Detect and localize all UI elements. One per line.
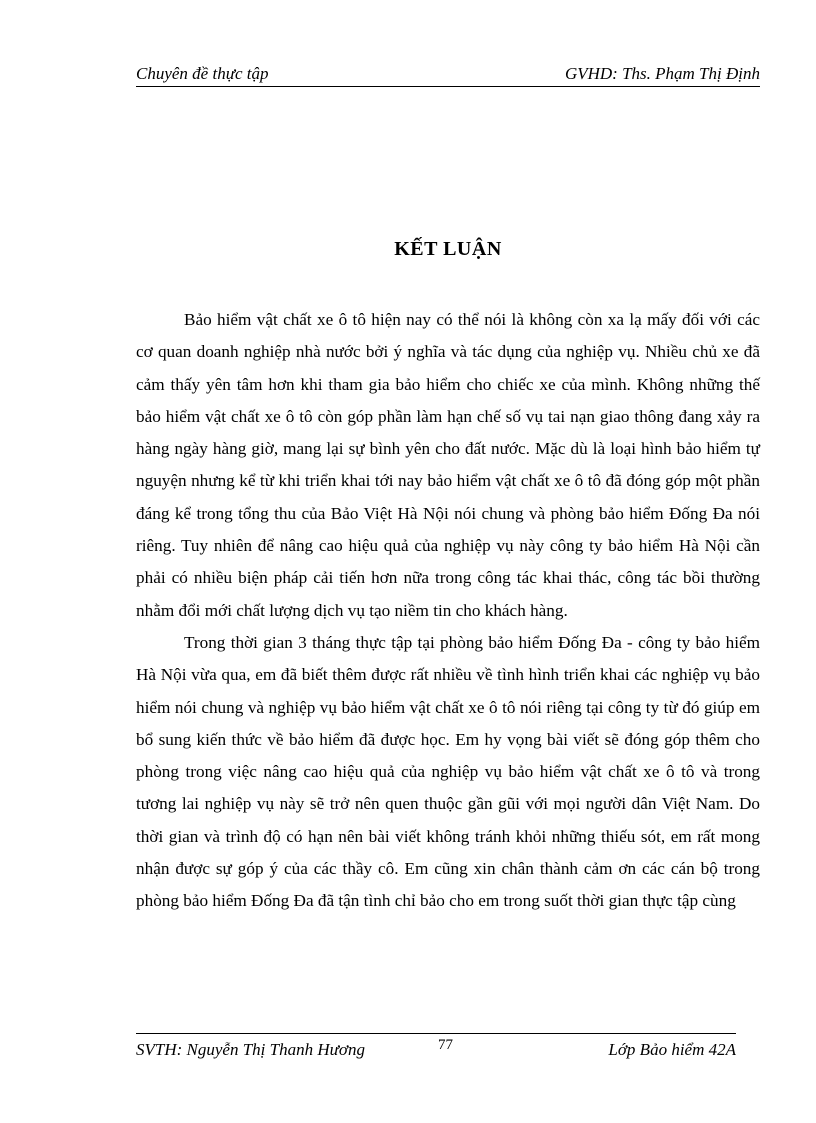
- body-text: [136, 304, 760, 918]
- header-supervisor: GVHD: Ths. Phạm Thị Định: [564, 64, 760, 83]
- page-header: [136, 62, 760, 87]
- paragraph: Bảo hiểm vật chất xe ô tô hiện nay có thể nói là không còn xa lạ mấy đối với các cơ quan doanh nghiệp nhà nước bởi ý nghĩa và tác dụng của nghiệp vụ. Nhiều chủ xe đã cảm thấy yên tâm hơn khi tham gia bảo hiểm cho chiếc xe của mình. Không những thế bảo hiểm vật chất xe ô tô còn góp phần làm hạn chế số vụ tai nạn giao thông đang xảy ra hàng ngày hàng giờ, mang lại sự bình yên cho đất nước. Mặc dù là loại hình bảo hiểm tự nguyện nhưng kể từ khi triển khai tới nay bảo hiểm vật chất xe ô tô đã đóng góp một phần đáng kể trong tổng thu của Bảo Việt Hà Nội nói chung và phòng bảo hiểm Đống Đa nói riêng. Tuy nhiên để nâng cao hiệu quả của nghiệp vụ này công ty bảo hiểm Hà Nội cần phải có nhiều biện pháp cải tiến hơn nữa trong công tác khai thác, công tác bồi thường nhằm đổi mới chất lượng dịch vụ tạo niềm tin cho khách hàng.: [136, 310, 760, 620]
- header-course-title: Chuyên đề thực tập: [136, 64, 269, 83]
- paragraph: Trong thời gian 3 tháng thực tập tại phòng bảo hiểm Đống Đa - công ty bảo hiểm Hà Nội vừa qua, em đã biết thêm được rất nhiều về tình hình triển khai các nghiệp vụ bảo hiểm nói chung và nghiệp vụ bảo hiểm vật chất xe ô tô nói riêng tại công ty từ đó giúp em bổ sung kiến thức về bảo hiểm đã được học. Em hy vọng bài viết sẽ đóng góp thêm cho phòng trong việc nâng cao hiệu quả của nghiệp vụ bảo hiểm vật chất xe ô tô và trong tương lai nghiệp vụ này sẽ trở nên quen thuộc gần gũi với mọi người dân Việt Nam. Do thời gian và trình độ có hạn nên bài viết không tránh khỏi những thiếu sót, em rất mong nhận được sự góp ý của các thầy cô. Em cũng xin chân thành cảm ơn các cán bộ trong phòng bảo hiểm Đống Đa đã tận tình chỉ bảo cho em trong suốt thời gian thực tập cùng: [136, 632, 760, 911]
- footer-divider: [136, 1033, 736, 1034]
- footer-student: SVTH: Nguyễn Thị Thanh Hương: [136, 1040, 365, 1059]
- section-title: KẾT LUẬN: [394, 238, 502, 260]
- footer-class: Lớp Bảo hiểm 42A: [608, 1040, 736, 1059]
- page-number: 77: [438, 1037, 453, 1053]
- page-footer: [136, 1037, 736, 1061]
